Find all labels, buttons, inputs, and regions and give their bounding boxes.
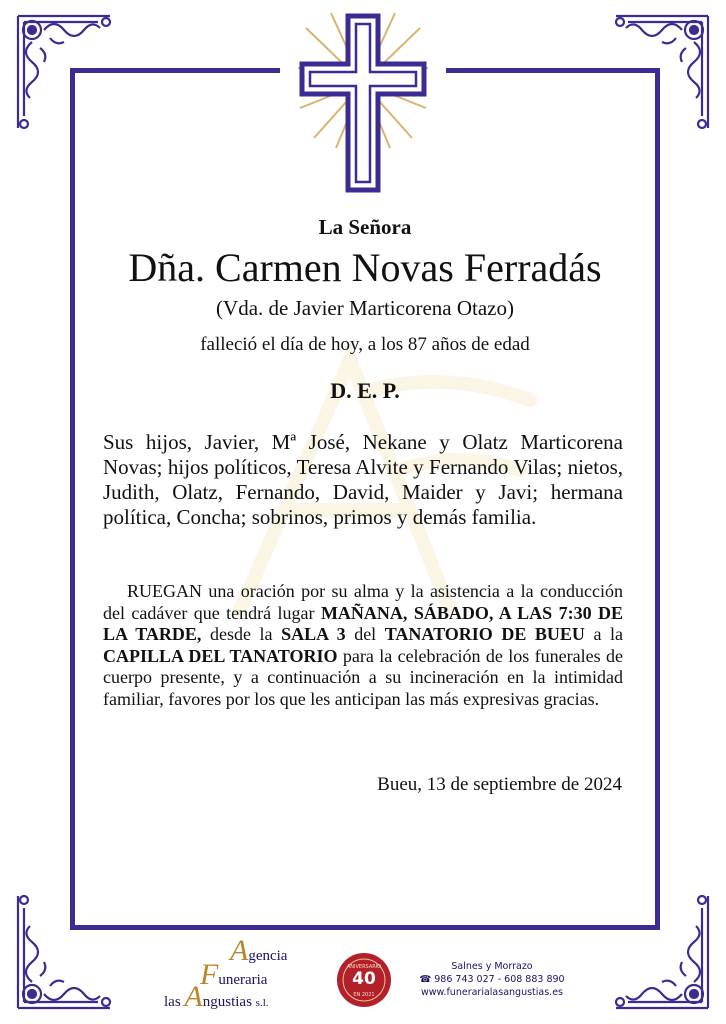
request-venue: TANATORIO DE BUEU <box>384 624 585 644</box>
rip-text: D. E. P. <box>330 378 400 403</box>
family-paragraph: Sus hijos, Javier, Mª José, Nekane y Olatz Marticorena Novas; hijos políticos, Teresa Alvite y Fernando Vilas; nietos, Judith, Olatz, Fernando, David, Maider y Javi; hermana política, Concha; sobrinos, primos y demás familia. <box>103 430 623 529</box>
request-text-2: desde la <box>201 624 282 644</box>
deceased-name: Dña. Carmen Novas Ferradás <box>128 245 602 290</box>
logo-word-funeraria: uneraria <box>218 972 268 988</box>
request-text-4: a la <box>584 624 623 644</box>
death-announcement: falleció el día de hoy, a los 87 años de edad <box>200 334 530 355</box>
request-text-5: para la celebración de los funerales de cuerpo presente, y a continuación a su incineración en la intimidad familiar, favores por los que les anticipan las más expresivas gracias. <box>103 645 623 709</box>
request-text-1: RUEGAN una oración por su alma y la asistencia a la conducción del cadáver que tendrá lugar <box>103 581 623 623</box>
logo-suffix: s.l. <box>255 997 269 1009</box>
seal-bottom-text: EN 2021 <box>353 992 375 998</box>
logo-letter-a2: A <box>184 980 203 1013</box>
logo-word-agencia: gencia <box>248 948 288 964</box>
contact-website[interactable]: www.funerarialasangustias.es <box>421 987 563 998</box>
contact-phones[interactable]: ☎ 986 743 027 - 608 883 890 <box>419 974 565 985</box>
widow-subtitle: (Vda. de Javier Marticorena Otazo) <box>216 296 514 320</box>
date-line: Bueu, 13 de septiembre de 2024 <box>377 774 622 795</box>
logo-letter-a: A <box>230 934 249 967</box>
logo-word-las: las <box>164 994 185 1010</box>
request-time: MAÑANA, SÁBADO, A LAS 7:30 DE LA TARDE, <box>103 602 624 644</box>
request-text-3: del <box>345 624 385 644</box>
contact-block <box>412 960 572 999</box>
contact-region: Salnes y Morrazo <box>451 961 533 972</box>
seal-top-text: ANIVERSARIO <box>346 964 382 970</box>
logo-letter-f: F <box>200 958 219 991</box>
request-room: SALA 3 <box>281 624 346 644</box>
logo-word-angustias: ngustias <box>202 994 252 1010</box>
seal-number: 40 <box>352 969 376 989</box>
agency-logo <box>160 934 310 1013</box>
cross-icon <box>296 8 430 198</box>
title-honorific: La Señora <box>318 215 412 239</box>
request-chapel: CAPILLA DEL TANATORIO <box>103 645 338 666</box>
request-paragraph <box>103 581 623 710</box>
